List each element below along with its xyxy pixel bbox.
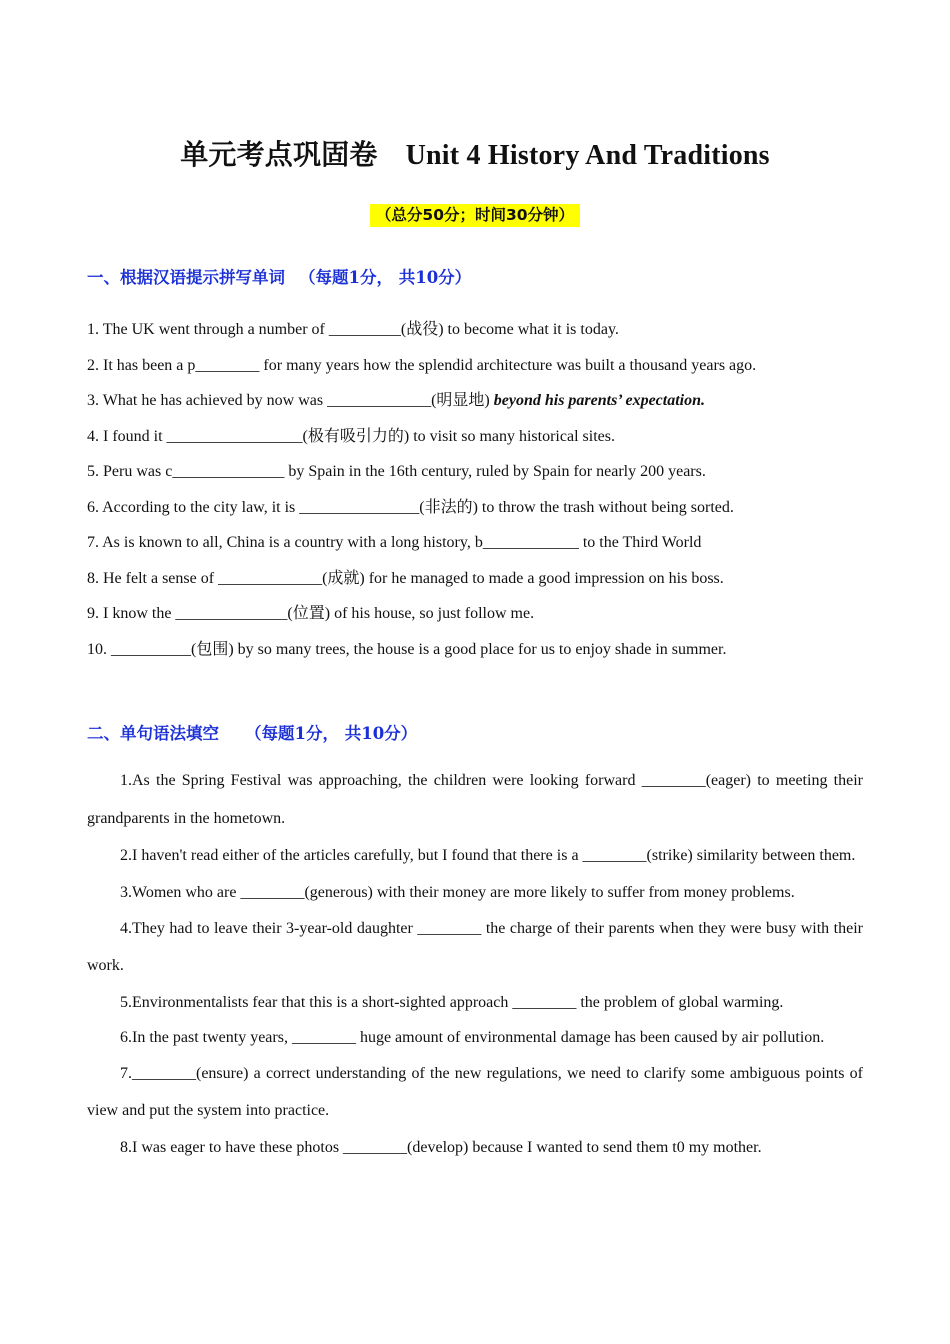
list-item: 7. As is known to all, China is a country with a long history, b____________ to the Third World <box>87 534 702 551</box>
list-item: 9. I know the ______________(位置) of his house, so just follow me. <box>87 605 535 622</box>
list-item: 5.Environmentalists fear that this is a short-sighted approach ________ the problem of global warming. <box>120 993 784 1011</box>
title-english: Unit 4 History And Traditions <box>405 140 770 171</box>
score-info-line <box>0 204 950 227</box>
list-item: 2. It has been a p________ for many years how the splendid architecture was built a thousand years ago. <box>87 356 757 374</box>
score-info-badge: （总分50分；时间30分钟） <box>370 204 580 227</box>
list-item: 4. I found it _________________(极有吸引力的) to visit so many historical sites. <box>87 427 615 445</box>
title-chinese: 单元考点巩固卷 <box>180 140 378 171</box>
section2-heading-title: 二、单句语法填空 <box>87 724 219 743</box>
list-item: 2.I haven't read either of the articles carefully, but I found that there is a ________(strike) similarity between them. <box>120 847 856 864</box>
section2-heading-score: （每题1分， 共10分） <box>245 724 418 743</box>
list-item: 6.In the past twenty years, ________ huge amount of environmental damage has been caused by air pollution. <box>120 1028 825 1046</box>
list-item: 7.________(ensure) a correct understanding of the new regulations, we need to clarify some ambiguous points of view and put the system into practice. <box>87 1064 863 1119</box>
list-item: 8.I was eager to have these photos ________(develop) because I wanted to send them t0 my mother. <box>120 1138 762 1156</box>
section1-question-list <box>87 312 877 667</box>
section2-question-list <box>87 762 863 1165</box>
section1-heading-score: （每题1分， 共10分） <box>299 268 472 287</box>
list-item: 4.They had to leave their 3-year-old daughter ________ the charge of their parents when they were busy with their work. <box>87 919 863 974</box>
list-item: 6. According to the city law, it is _______________(非法的) to throw the trash without being sorted. <box>87 498 734 516</box>
list-item: 3.Women who are ________(generous) with their money are more likely to suffer from money problems. <box>120 883 795 901</box>
list-item <box>87 383 877 419</box>
list-item: 8. He felt a sense of _____________(成就) for he managed to made a good impression on his boss. <box>87 569 724 587</box>
list-item: 1.As the Spring Festival was approaching, the children were looking forward ________(eager) to meeting their grandparents in the hometown. <box>87 772 863 827</box>
question-emphasis: beyond his parents’ expectation. <box>493 392 705 409</box>
section1-heading <box>87 264 471 288</box>
question-text: 3. What he has achieved by now was _____________(明显地) <box>87 392 490 409</box>
list-item: 10. __________(包围) by so many trees, the house is a good place for us to enjoy shade in summer. <box>87 640 727 658</box>
section2-heading <box>87 720 417 744</box>
list-item: 5. Peru was c______________ by Spain in the 16th century, ruled by Spain for nearly 200 years. <box>87 463 706 480</box>
list-item: 1. The UK went through a number of _________(战役) to become what it is today. <box>87 321 619 338</box>
section1-heading-title: 一、根据汉语提示拼写单词 <box>87 268 285 287</box>
page-title <box>0 133 950 173</box>
